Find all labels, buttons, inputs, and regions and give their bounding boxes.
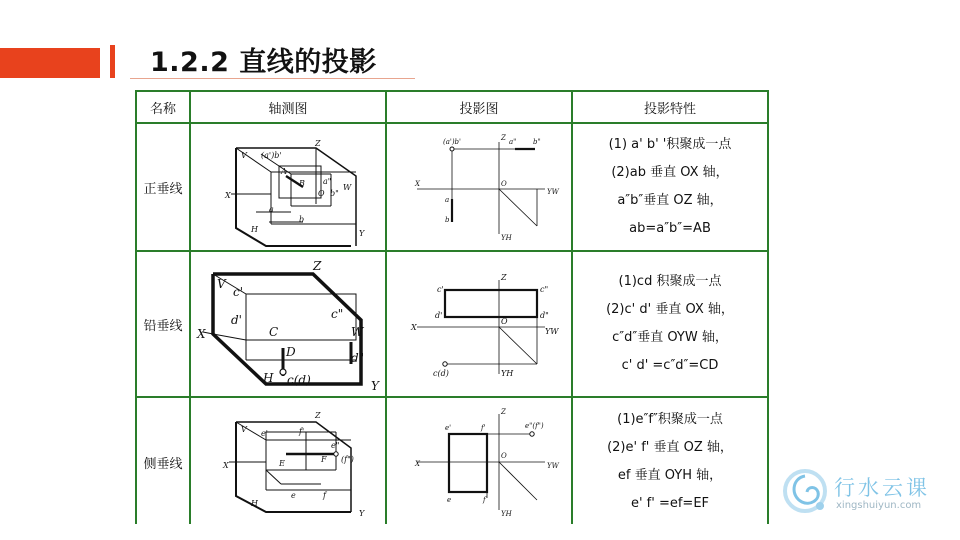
fig-label: H bbox=[263, 371, 274, 385]
fig-label: V bbox=[217, 277, 226, 291]
table-row bbox=[136, 397, 768, 527]
property-line: c' d' =c″d″=CD bbox=[621, 358, 719, 373]
property-line: ab=a″b″=AB bbox=[629, 221, 711, 236]
fig-label: Z bbox=[501, 273, 507, 282]
fig-label: d' bbox=[231, 313, 242, 327]
title-accent-bar bbox=[0, 48, 100, 78]
logo-swirl-icon bbox=[780, 466, 832, 516]
row-name: 正垂线 bbox=[136, 123, 190, 251]
property-line: (1)cd 积聚成一点 bbox=[618, 274, 722, 289]
fig-label: f' bbox=[299, 427, 305, 436]
fig-label: Z bbox=[315, 411, 321, 420]
fig-label: YH bbox=[501, 369, 514, 378]
fig-label: C bbox=[269, 325, 279, 339]
row-name: 侧垂线 bbox=[136, 397, 190, 527]
fig-label: c' bbox=[233, 285, 244, 299]
fig-label: O bbox=[318, 189, 325, 198]
fig-label: O bbox=[501, 452, 507, 460]
fig-label: Z bbox=[313, 259, 322, 273]
fig-label: a" bbox=[323, 177, 332, 186]
properties-cell bbox=[572, 397, 768, 527]
fig-label: Y bbox=[371, 379, 379, 393]
header-projection: 投影图 bbox=[386, 91, 572, 123]
fig-label: X bbox=[225, 191, 231, 200]
fig-label: (a')b' bbox=[261, 151, 282, 160]
properties-cell bbox=[572, 251, 768, 397]
fig-label: e bbox=[447, 496, 452, 504]
slide-title: 1.2.2 直线的投影 bbox=[150, 47, 377, 78]
fig-label: E bbox=[279, 459, 285, 468]
fig-label: c" bbox=[331, 307, 344, 321]
property-line: c″d″垂直 OYW 轴， bbox=[612, 330, 728, 345]
fig-label: O bbox=[501, 180, 507, 188]
axonometric-figure bbox=[190, 397, 386, 527]
logo-name: 行水云课 bbox=[834, 476, 930, 500]
fig-label: V bbox=[241, 151, 247, 160]
fig-label: H bbox=[251, 225, 258, 234]
fig-label: d' bbox=[435, 311, 443, 320]
fig-label: d" bbox=[540, 311, 549, 320]
property-line: e' f' =ef=EF bbox=[630, 496, 710, 511]
fig-label: b bbox=[445, 216, 450, 224]
fig-label: e' bbox=[445, 424, 452, 432]
fig-label: Z bbox=[315, 139, 321, 148]
property-line: a″b″垂直 OZ 轴， bbox=[617, 193, 723, 208]
fig-label: (f") bbox=[341, 455, 354, 464]
fig-label: W bbox=[343, 183, 352, 192]
fig-label: b" bbox=[330, 189, 339, 198]
projection-table bbox=[135, 90, 769, 528]
fig-label: e"(f") bbox=[525, 422, 544, 430]
table-row bbox=[136, 123, 768, 251]
fig-label: X bbox=[197, 327, 206, 341]
fig-label: YW bbox=[547, 462, 559, 470]
property-line: (1)e″f″积聚成一点 bbox=[617, 412, 723, 427]
logo-url: xingshuiyun.com bbox=[836, 500, 922, 511]
header-properties: 投影特性 bbox=[572, 91, 768, 123]
fig-label: O bbox=[501, 317, 508, 326]
fig-label: a bbox=[269, 205, 274, 214]
table-row bbox=[136, 251, 768, 397]
fig-label: YH bbox=[501, 234, 512, 242]
fig-label: c' bbox=[437, 285, 444, 294]
fig-label: D bbox=[286, 345, 296, 359]
fig-label: W bbox=[351, 325, 364, 339]
fig-label: X bbox=[415, 460, 420, 468]
property-line: (2)e' f' 垂直 OZ 轴， bbox=[607, 440, 733, 455]
slide-bottom-edge bbox=[0, 524, 960, 540]
fig-label: YW bbox=[545, 327, 559, 336]
axonometric-figure bbox=[190, 251, 386, 397]
fig-label: a bbox=[445, 196, 450, 204]
header-name: 名称 bbox=[136, 91, 190, 123]
fig-label: Y bbox=[359, 229, 365, 238]
fig-label: Y bbox=[359, 509, 365, 518]
fig-label: c(d) bbox=[287, 373, 311, 387]
fig-label: V bbox=[241, 425, 247, 434]
table-header-row bbox=[136, 91, 768, 123]
header-axonometric: 轴测图 bbox=[190, 91, 386, 123]
row-name: 铅垂线 bbox=[136, 251, 190, 397]
fig-label: f bbox=[323, 491, 326, 500]
fig-label: B bbox=[299, 179, 305, 188]
fig-label: b bbox=[299, 215, 305, 224]
fig-label: YH bbox=[501, 510, 512, 518]
properties-cell bbox=[572, 123, 768, 251]
fig-label: c" bbox=[540, 285, 549, 294]
property-line: (2)c' d' 垂直 OX 轴， bbox=[606, 302, 734, 317]
fig-label: a" bbox=[509, 138, 517, 146]
fig-label: Z bbox=[501, 408, 506, 416]
property-line: ef 垂直 OYH 轴， bbox=[617, 468, 723, 483]
fig-label: (a')b' bbox=[443, 138, 461, 146]
fig-label: c(d) bbox=[433, 369, 449, 378]
fig-label: b" bbox=[533, 138, 541, 146]
fig-label: A bbox=[281, 167, 287, 176]
fig-label: X bbox=[223, 461, 229, 470]
property-line: (2)ab 垂直 OX 轴， bbox=[611, 165, 729, 180]
title-accent-tick bbox=[110, 45, 115, 78]
axonometric-figure bbox=[190, 123, 386, 251]
fig-label: YW bbox=[547, 188, 559, 196]
fig-label: e bbox=[291, 491, 296, 500]
fig-label: F bbox=[321, 455, 327, 464]
title-underline bbox=[130, 78, 415, 79]
fig-label: d" bbox=[351, 351, 365, 365]
fig-label: e' bbox=[261, 429, 268, 438]
projection-figure bbox=[386, 123, 572, 251]
fig-label: H bbox=[251, 499, 258, 508]
property-line: (1) a' b' '积聚成一点 bbox=[608, 137, 732, 152]
fig-label: X bbox=[415, 180, 420, 188]
fig-label: f' bbox=[481, 424, 486, 432]
fig-label: e" bbox=[331, 441, 340, 450]
watermark-logo bbox=[780, 466, 950, 516]
projection-figure bbox=[386, 251, 572, 397]
fig-label: Z bbox=[501, 134, 506, 142]
fig-label: f bbox=[483, 496, 486, 504]
fig-label: X bbox=[411, 323, 417, 332]
projection-figure bbox=[386, 397, 572, 527]
